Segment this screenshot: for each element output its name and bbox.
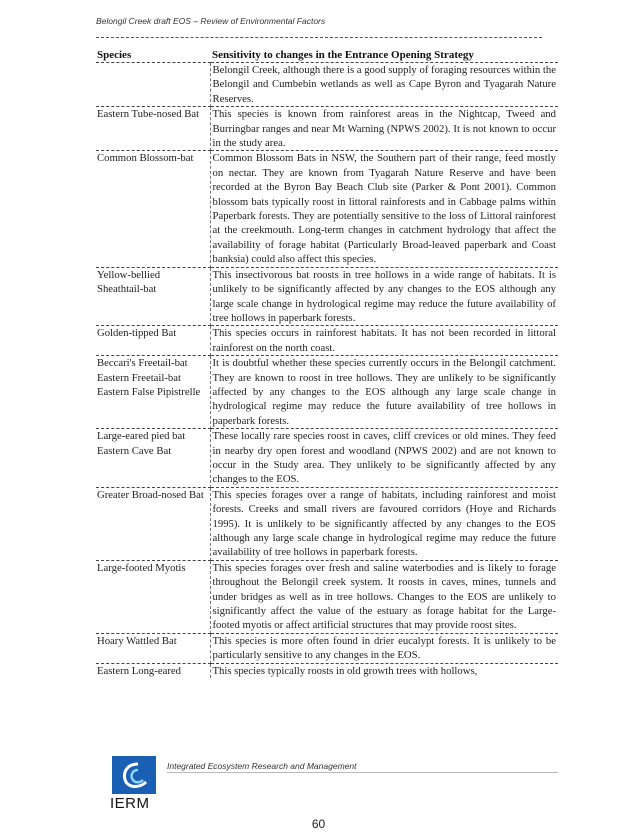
sensitivity-cell: This species forages over a range of habitats, including rainforest and moist forests. Creeks and small rivers are favoured corridors (Hoye and Richards 1995). It is unlikely to be significantly affected by any changes to the EOS although any large scale change in hydrological regime may reduce the future availability of tree hollows in paperbark forests.	[210, 487, 558, 560]
species-cell: Yellow-bellied Sheathtail-bat	[96, 267, 210, 326]
sensitivity-cell: Belongil Creek, although there is a good supply of foraging resources within the Belongil and Cumbebin wetlands as well as Cape Byron and Tyagarah Nature Reserves.	[210, 63, 558, 107]
sensitivity-cell: Common Blossom Bats in NSW, the Southern part of their range, feed mostly on nectar. They are known from Tyagarah Nature Reserve and have been recorded at the Byron Bay Beach Club site (Parker & Pont 2001). Common blossom bats typically roost in littoral rainforests and in Cabbage palms within Paperbark forests. They are potentially sensitive to the loss of Littoral rainforest at the creekmouth. Long-term changes in catchment hydrology that affect the availability of forage habitat (Particularly Broad-leaved paperbark and Coast banksia) could also affect this species.	[210, 151, 558, 267]
table-row	[96, 560, 558, 633]
species-cell: Common Blossom-bat	[96, 151, 210, 267]
table-header-row	[96, 47, 558, 63]
footer-tagline: Integrated Ecosystem Research and Management	[167, 761, 357, 771]
logo-background	[112, 756, 156, 794]
species-cell: Beccari's Freetail-bat Eastern Freetail-bat Eastern False Pipistrelle	[96, 356, 210, 429]
species-cell: Eastern Tube-nosed Bat	[96, 107, 210, 151]
species-cell: Large-footed Myotis	[96, 560, 210, 633]
running-header: Belongil Creek draft EOS – Review of Environmental Factors	[96, 16, 326, 26]
sensitivity-cell: This insectivorous bat roosts in tree hollows in a wide range of habitats. It is unlikely to be significantly affected by any changes to the EOS although any large scale change in hydrological regime may reduce the future availability of tree hollows in paperbark forests.	[210, 267, 558, 326]
table-row	[96, 267, 558, 326]
sensitivity-cell: This species is more often found in drier eucalypt forests. It is unlikely to be particularly sensitive to any changes in the EOS.	[210, 633, 558, 663]
table-row	[96, 356, 558, 429]
column-header-species: Species	[96, 47, 210, 63]
species-cell: Hoary Wattled Bat	[96, 633, 210, 663]
table-row	[96, 107, 558, 151]
table-row	[96, 633, 558, 663]
ierm-logo-icon	[112, 756, 156, 794]
sensitivity-cell: It is doubtful whether these species currently occurs in the Belongil catchment. They are known to roost in tree hollows. They are unlikely to be significantly affected by any changes to the EOS although any large scale change in hydrological regime may reduce the future availability of tree hollows in paperbark forests.	[210, 356, 558, 429]
species-cell: Large-eared pied bat Eastern Cave Bat	[96, 429, 210, 488]
footer-divider	[167, 772, 558, 773]
sensitivity-cell: This species typically roosts in old growth trees with hollows,	[212, 664, 478, 677]
table-row	[96, 429, 558, 488]
table-row	[96, 326, 558, 356]
sensitivity-cell: This species forages over fresh and saline waterbodies and is likely to forage throughout the Belongil creek system. It roosts in caves, mines, tunnels and under bridges as well as in tree hollows. Changes to the EOS are unlikely to significantly affect the value of the estuary as forage habitat for the Large-footed myotis or affect artificial structures that may provide roost sites.	[210, 560, 558, 633]
footer-org-name: IERM	[110, 795, 150, 812]
page-number: 60	[311, 817, 326, 831]
table-row	[96, 487, 558, 560]
sensitivity-cell: This species is known from rainforest areas in the Nightcap, Tweed and Burringbar ranges and near Mt Warning (NPWS 2002). It is not known to occur in the study area.	[210, 107, 558, 151]
species-cell: Eastern Long-eared	[96, 663, 210, 678]
sensitivity-table	[96, 47, 558, 678]
species-cell: Greater Broad-nosed Bat	[96, 487, 210, 560]
species-cell: Golden-tipped Bat	[96, 326, 210, 356]
table-row	[96, 63, 558, 107]
column-header-sensitivity: Sensitivity to changes in the Entrance Opening Strategy	[210, 47, 558, 63]
sensitivity-cell: These locally rare species roost in caves, cliff crevices or old mines. They feed in nearby dry open forest and woodland (NPWS 2002) and are not known to occur in the Study area. They unlikely to be significantly affected by any changes to the EOS.	[210, 429, 558, 488]
table-row	[96, 663, 558, 678]
sensitivity-cell: This species occurs in rainforest habitats. It has not been recorded in littoral rainforest on the north coast.	[210, 326, 558, 356]
header-divider	[96, 37, 542, 38]
species-cell	[96, 63, 210, 107]
table-row	[96, 151, 558, 267]
